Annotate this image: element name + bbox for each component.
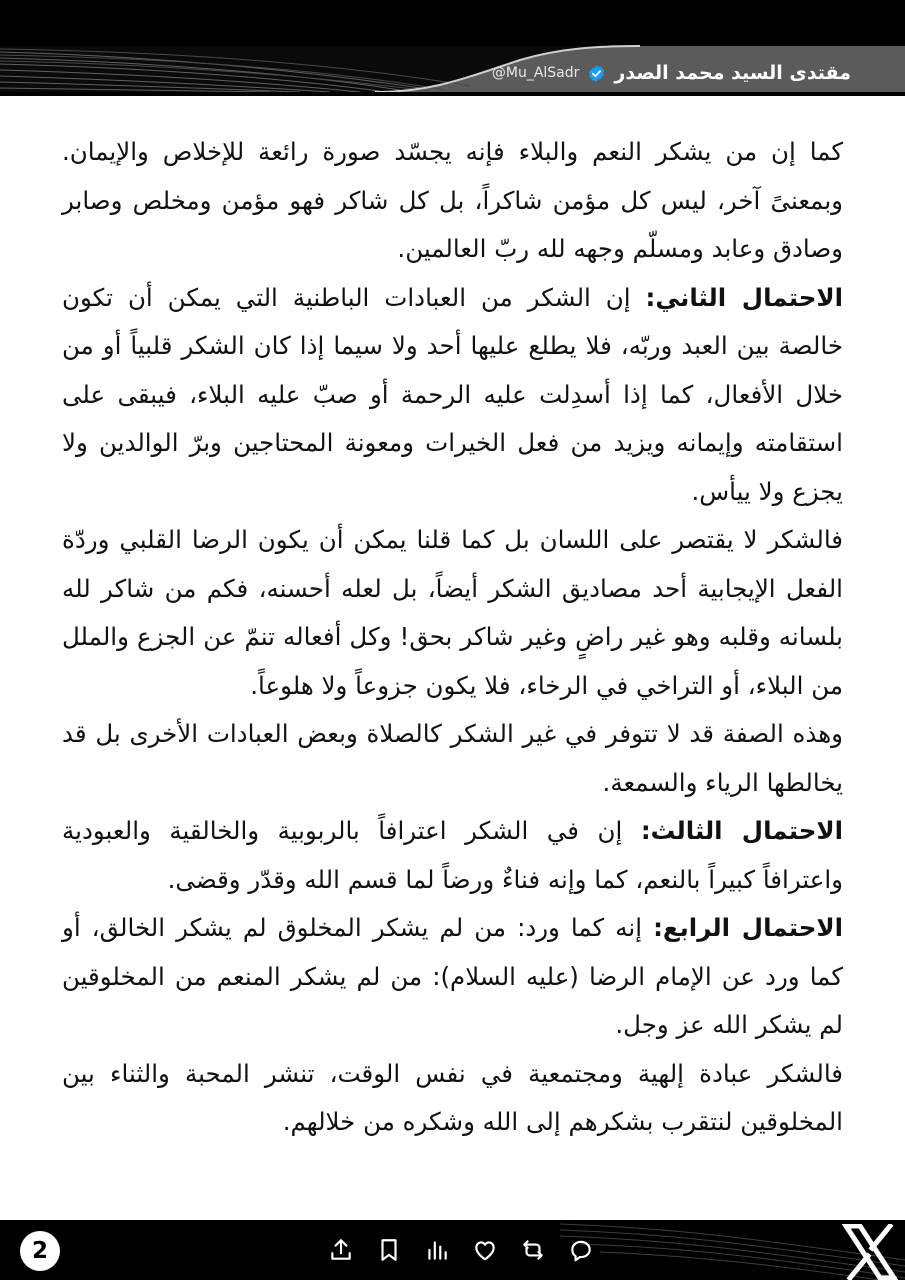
post-body	[62, 128, 843, 1147]
paragraph-5-label: الاحتمال الثالث:	[640, 816, 843, 845]
paragraph-2	[62, 274, 843, 517]
views-icon[interactable]	[424, 1237, 450, 1263]
author-name[interactable]: مقتدى السيد محمد الصدر	[614, 62, 851, 84]
page-number-badge: 2	[20, 1231, 60, 1271]
post-footer	[0, 1220, 905, 1280]
post-header	[0, 0, 905, 96]
author-block[interactable]	[492, 60, 851, 86]
paragraph-6	[62, 904, 843, 1050]
share-icon[interactable]	[328, 1237, 354, 1263]
paragraph-3: فالشكر لا يقتصر على اللسان بل كما قلنا يمكن أن يكون الرضا القلبي وردّة الفعل الإيجابية أحد مصاديق الشكر أيضاً، بل لعله أحسنه، فكم من شاكر لله بلسانه وقلبه وهو غير راضٍ وغير شاكر بحق! وكل أفعاله تنمّ عن الجزع والملل من البلاء، أو التراخي في الرخاء، فلا يكون جزوعاً ولا هلوعاً.	[62, 525, 843, 700]
paragraph-4: وهذه الصفة قد لا تتوفر في غير الشكر كالصلاة وبعض العبادات الأخرى بل قد يخالطها الرياء والسمعة.	[62, 719, 843, 797]
reply-icon[interactable]	[568, 1237, 594, 1263]
verified-badge-icon	[587, 64, 606, 83]
paragraph-6-label: الاحتمال الرابع:	[653, 913, 843, 942]
author-handle[interactable]: @Mu_AlSadr	[491, 65, 580, 81]
paragraph-2-label: الاحتمال الثاني:	[645, 282, 843, 312]
paragraph-2-text: إن الشكر من العبادات الباطنية التي يمكن أن تكون خالصة بين العبد وربّه، فلا يطلع عليها أحد ولا سيما إذا كان الشكر قلبياً أو من خلال الأفعال، كما إذا أسدِلت عليه الرحمة أو صبّ عليه البلاء، فيبقى على استقامته وإيمانه ويزيد من فعل الخيرات ومعونة المحتاجين وبرّ الوالدين ولا يجزع ولا ييأس.	[62, 282, 843, 506]
bookmark-icon[interactable]	[376, 1237, 402, 1263]
retweet-icon[interactable]	[520, 1237, 546, 1263]
action-bar	[328, 1234, 594, 1266]
paragraph-7: فالشكر عبادة إلهية ومجتمعية في نفس الوقت، تنشر المحبة والثناء بين المخلوقين لنتقرب بشكرهم إلى الله وشكره من خلالهم.	[62, 1058, 843, 1136]
paragraph-5	[62, 807, 843, 904]
like-icon[interactable]	[472, 1237, 498, 1263]
paragraph-6-text: إنه كما ورد: من لم يشكر المخلوق لم يشكر الخالق، أو كما ورد عن الإمام الرضا (عليه السلام): من لم يشكر المنعم من المخلوقين لم يشكر الله عز وجل.	[62, 913, 843, 1039]
x-logo-icon	[842, 1224, 898, 1280]
paragraph-5-text: إن في الشكر اعترافاً بالربوبية والخالقية والعبودية واعترافاً كبيراً بالنعم، كما وإنه فناءٌ ورضاً لما قسم الله وقدّر وقضى.	[62, 816, 843, 894]
paragraph-1: كما إن من يشكر النعم والبلاء فإنه يجسّد صورة رائعة للإخلاص والإيمان. وبمعنىً آخر، ليس كل مؤمن شاكراً، بل كل شاكر فهو مؤمن ومخلص وصابر وصادق وعابد ومسلّم وجهه لله ربّ العالمين.	[62, 137, 843, 263]
